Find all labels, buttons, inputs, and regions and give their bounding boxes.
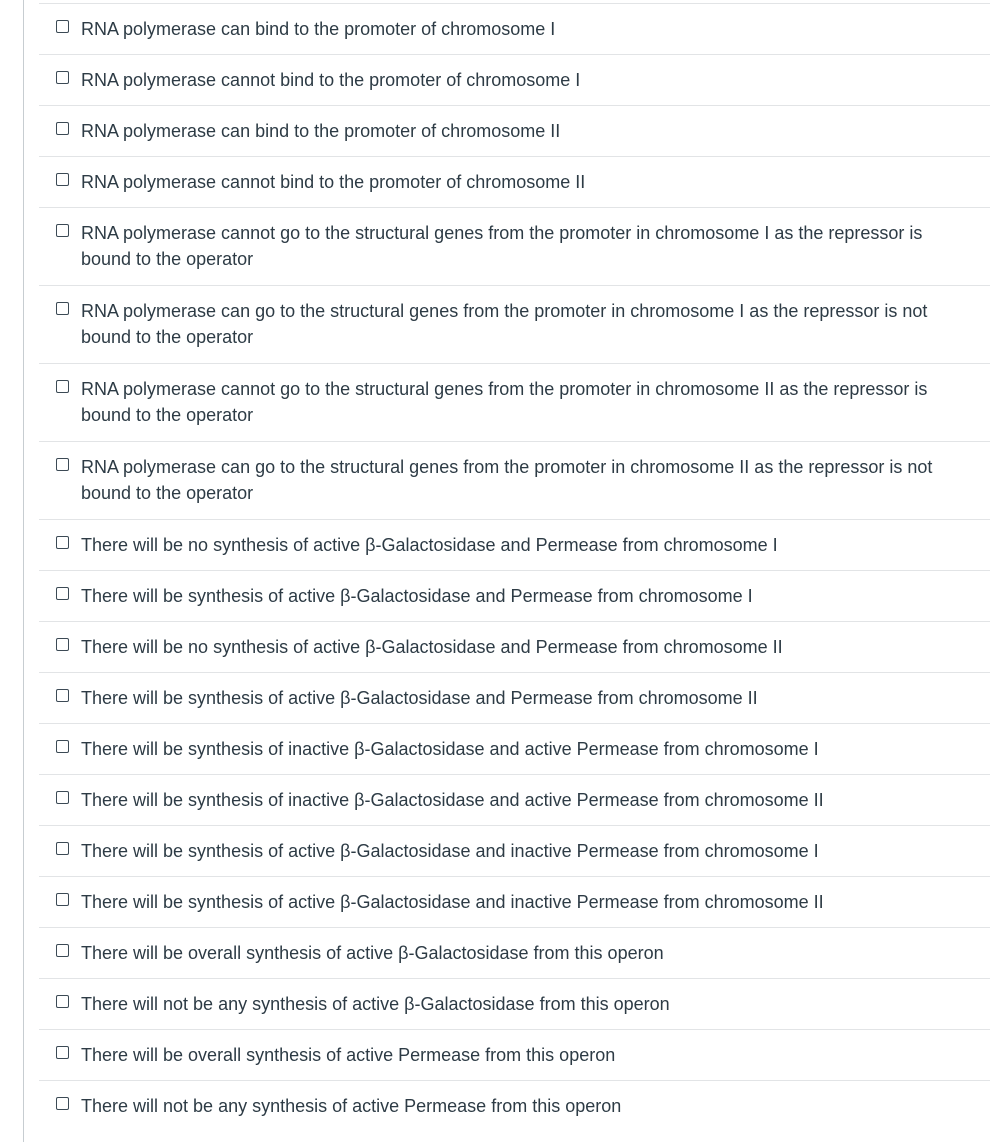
answer-option[interactable] — [39, 724, 990, 775]
answer-option[interactable] — [39, 979, 990, 1030]
checkbox[interactable] — [56, 638, 69, 651]
answer-options-list — [39, 3, 990, 1132]
checkbox[interactable] — [56, 20, 69, 33]
answer-option[interactable] — [39, 520, 990, 571]
answer-option[interactable] — [39, 4, 990, 55]
checkbox[interactable] — [56, 173, 69, 186]
answer-option[interactable] — [39, 106, 990, 157]
option-label: There will not be any synthesis of active β-Galactosidase from this operon — [81, 994, 670, 1014]
option-label: RNA polymerase can bind to the promoter of chromosome I — [81, 19, 556, 39]
option-label: RNA polymerase can go to the structural genes from the promoter in chromosome II as the repressor is not bound to the operator — [81, 457, 933, 503]
option-label: RNA polymerase cannot go to the structural genes from the promoter in chromosome II as the repressor is bound to the operator — [81, 379, 928, 425]
option-label: There will be synthesis of active β-Galactosidase and Permease from chromosome I — [81, 586, 753, 606]
checkbox[interactable] — [56, 122, 69, 135]
answer-option[interactable] — [39, 442, 990, 520]
answer-option[interactable] — [39, 1081, 990, 1132]
checkbox[interactable] — [56, 380, 69, 393]
answer-option[interactable] — [39, 826, 990, 877]
checkbox[interactable] — [56, 842, 69, 855]
checkbox[interactable] — [56, 740, 69, 753]
answer-option[interactable] — [39, 928, 990, 979]
checkbox[interactable] — [56, 71, 69, 84]
option-label: RNA polymerase can go to the structural genes from the promoter in chromosome I as the repressor is not bound to the operator — [81, 301, 928, 347]
answer-option[interactable] — [39, 673, 990, 724]
answer-option[interactable] — [39, 877, 990, 928]
checkbox[interactable] — [56, 995, 69, 1008]
checkbox[interactable] — [56, 458, 69, 471]
answer-option[interactable] — [39, 622, 990, 673]
checkbox[interactable] — [56, 944, 69, 957]
checkbox[interactable] — [56, 1046, 69, 1059]
checkbox[interactable] — [56, 302, 69, 315]
option-label: RNA polymerase cannot bind to the promoter of chromosome I — [81, 70, 581, 90]
answer-option[interactable] — [39, 775, 990, 826]
option-label: RNA polymerase cannot go to the structural genes from the promoter in chromosome I as the repressor is bound to the operator — [81, 223, 923, 269]
left-divider — [23, 0, 24, 1142]
answer-option[interactable] — [39, 571, 990, 622]
option-label: RNA polymerase can bind to the promoter of chromosome II — [81, 121, 561, 141]
checkbox[interactable] — [56, 893, 69, 906]
answer-option[interactable] — [39, 1030, 990, 1081]
option-label: There will be overall synthesis of active β-Galactosidase from this operon — [81, 943, 664, 963]
answer-option[interactable] — [39, 364, 990, 442]
option-label: There will not be any synthesis of active Permease from this operon — [81, 1096, 622, 1116]
option-label: There will be overall synthesis of active Permease from this operon — [81, 1045, 616, 1065]
option-label: There will be no synthesis of active β-Galactosidase and Permease from chromosome II — [81, 637, 783, 657]
option-label: There will be no synthesis of active β-Galactosidase and Permease from chromosome I — [81, 535, 778, 555]
option-label: There will be synthesis of inactive β-Galactosidase and active Permease from chromosome I — [81, 739, 819, 759]
option-label: There will be synthesis of active β-Galactosidase and inactive Permease from chromosome II — [81, 892, 824, 912]
option-label: There will be synthesis of active β-Galactosidase and Permease from chromosome II — [81, 688, 758, 708]
answer-option[interactable] — [39, 55, 990, 106]
option-label: RNA polymerase cannot bind to the promoter of chromosome II — [81, 172, 586, 192]
checkbox[interactable] — [56, 587, 69, 600]
answer-option[interactable] — [39, 208, 990, 286]
checkbox[interactable] — [56, 1097, 69, 1110]
option-label: There will be synthesis of active β-Galactosidase and inactive Permease from chromosome I — [81, 841, 819, 861]
answer-option[interactable] — [39, 157, 990, 208]
checkbox[interactable] — [56, 689, 69, 702]
checkbox[interactable] — [56, 791, 69, 804]
answer-option[interactable] — [39, 286, 990, 364]
option-label: There will be synthesis of inactive β-Galactosidase and active Permease from chromosome II — [81, 790, 824, 810]
checkbox[interactable] — [56, 536, 69, 549]
checkbox[interactable] — [56, 224, 69, 237]
